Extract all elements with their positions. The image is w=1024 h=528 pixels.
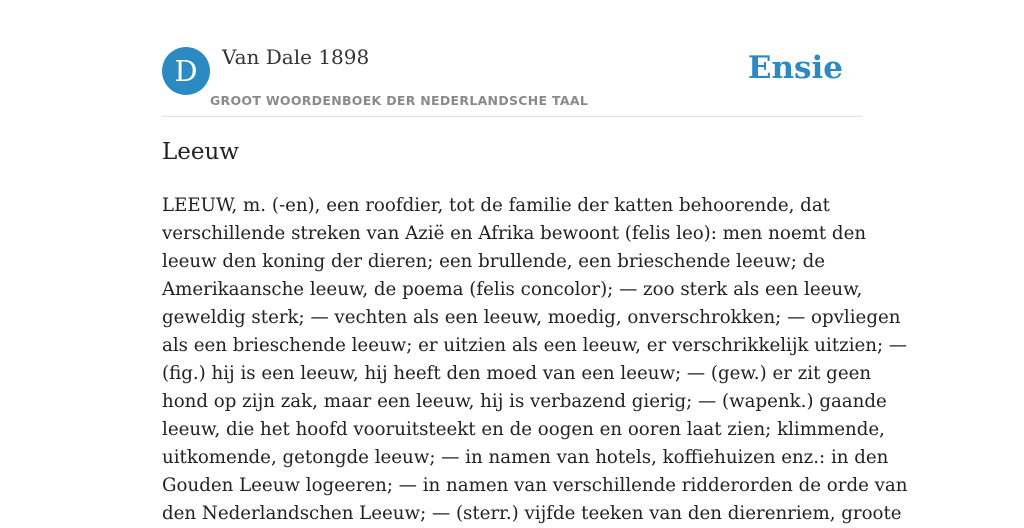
definition-line: den Nederlandschen Leeuw; — (sterr.) vijfde teeken van den dierenriem, groote bbox=[162, 503, 902, 524]
definition-line: leeuw den koning der dieren; een brullende, een brieschende leeuw; de bbox=[162, 251, 826, 272]
header bbox=[162, 0, 862, 117]
dictionary-logo[interactable]: D bbox=[162, 47, 210, 95]
definition-line: als een brieschende leeuw; er uitzien als een leeuw, er verschrikkelijk uitzien; — bbox=[162, 335, 908, 356]
definition-line: LEEUW, m. (-en), een roofdier, tot de familie der katten behoorende, dat bbox=[162, 195, 830, 216]
definition-line: geweldig sterk; — vechten als een leeuw, moedig, onverschrokken; — opvliegen bbox=[162, 307, 901, 328]
definition-line: uitkomende, getongde leeuw; — in namen van hotels, koffiehuizen enz.: in den bbox=[162, 447, 889, 468]
entry-headword: Leeuw bbox=[162, 139, 239, 165]
dictionary-title[interactable]: Van Dale 1898 bbox=[222, 45, 370, 69]
page bbox=[162, 0, 908, 524]
dictionary-subtitle: GROOT WOORDENBOEK DER NEDERLANDSCHE TAAL bbox=[210, 93, 589, 108]
definition-line: Amerikaansche leeuw, de poema (felis concolor); — zoo sterk als een leeuw, bbox=[162, 279, 863, 300]
definition-line: leeuw, die het hoofd vooruitsteekt en de oogen en ooren laat zien; klimmende, bbox=[162, 419, 885, 440]
definition-line: (fig.) hij is een leeuw, hij heeft den moed van een leeuw; — (gew.) er zit geen bbox=[162, 363, 872, 384]
definition-line: hond op zijn zak, maar een leeuw, hij is verbazend gierig; — (wapenk.) gaande bbox=[162, 391, 887, 412]
entry-definition bbox=[162, 192, 908, 528]
definition-line: Gouden Leeuw logeeren; — in namen van verschillende ridderorden de orde van bbox=[162, 475, 908, 496]
ensie-brand-logo[interactable]: Ensie bbox=[747, 50, 843, 86]
definition-line: verschillende streken van Azië en Afrika bewoont (felis leo): men noemt den bbox=[162, 223, 867, 244]
